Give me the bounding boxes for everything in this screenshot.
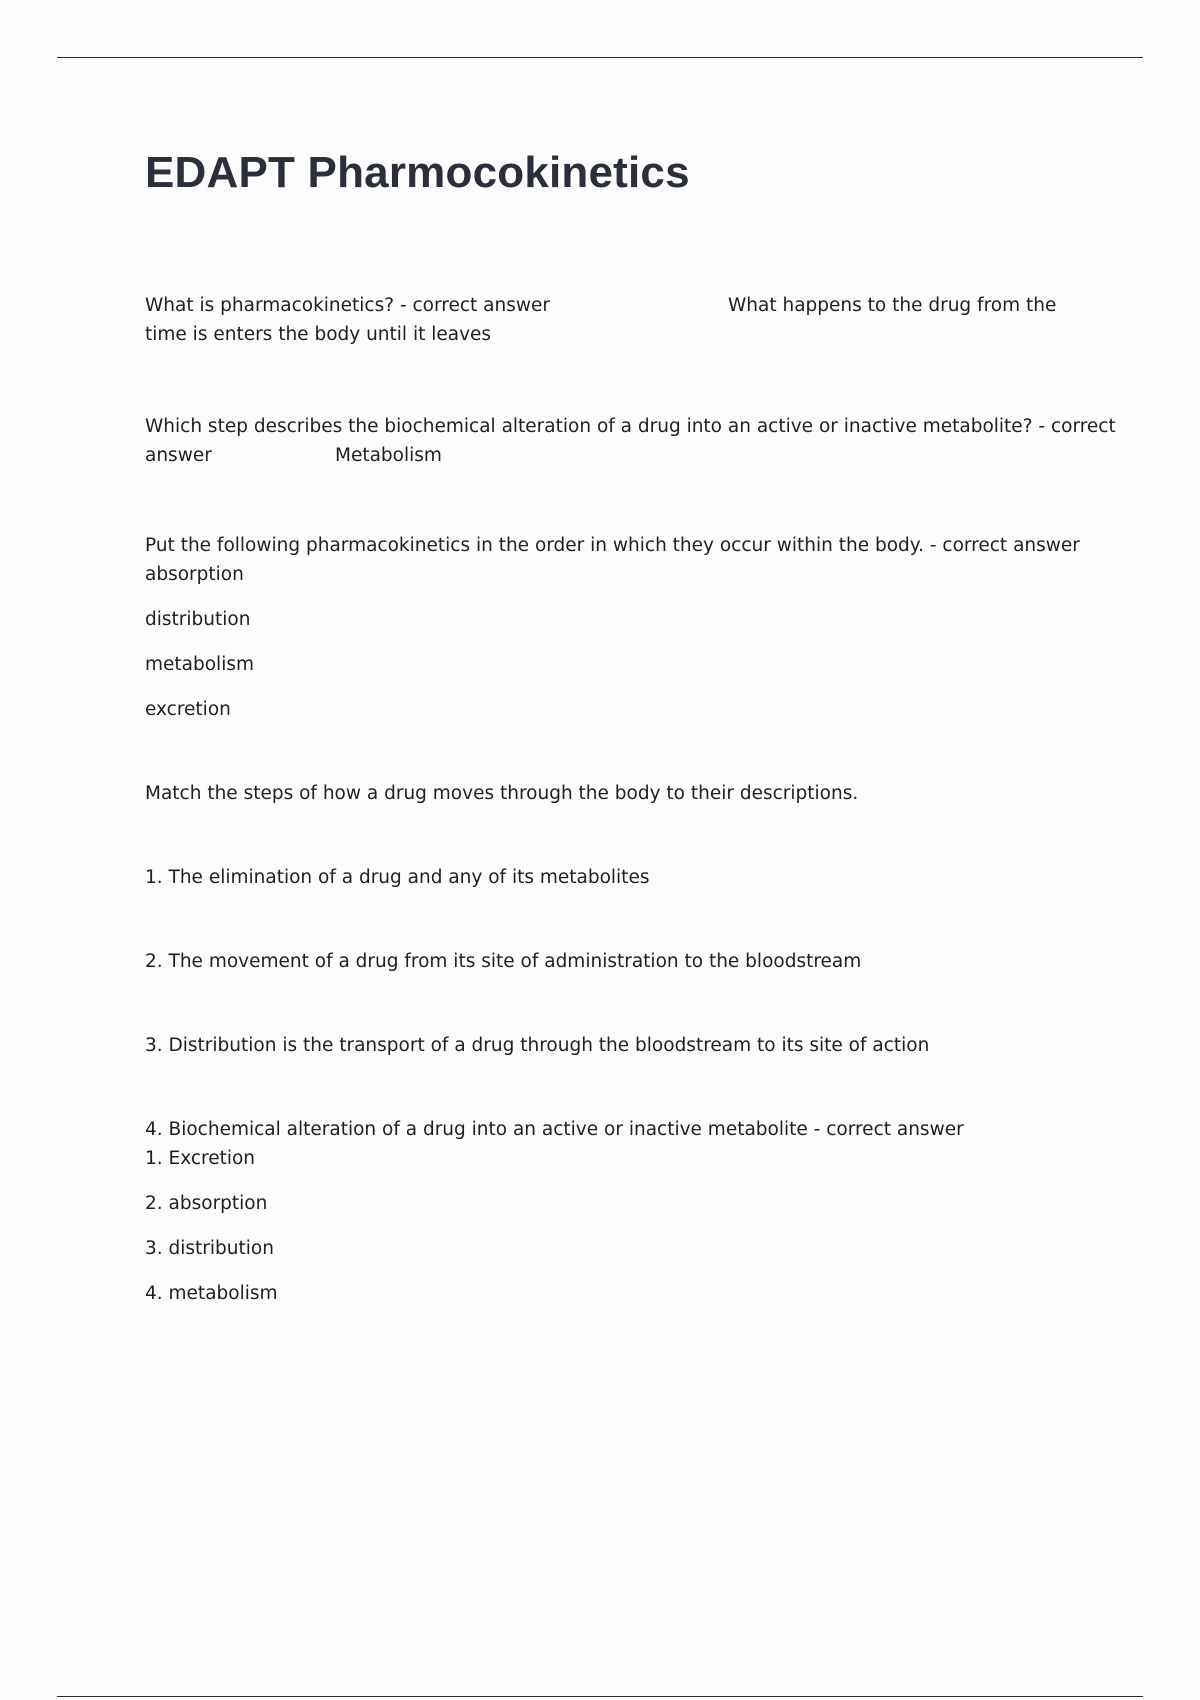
document-body [145,291,1116,1308]
question-2-line-2: answer [145,445,212,466]
qa-2-line-2 [145,441,1085,470]
match-item: 1. The elimination of a drug and any of its metabolites [145,867,650,888]
page-title: EDAPT Pharmocokinetics [145,148,690,197]
match-item: 2. The movement of a drug from its site of administration to the bloodstream [145,951,862,972]
answer-4-item: 3. distribution [145,1238,274,1259]
answer-1-line-2: time is enters the body until it leaves [145,324,492,345]
question-4: Match the steps of how a drug moves through the body to their descriptions. [145,783,859,804]
qa-1-line-1 [145,291,1085,320]
qa-block-2 [145,412,1116,470]
bottom-rule [57,1696,1143,1697]
question-2-line-1: Which step describes the biochemical alteration of a drug into an active or inactive metabolite? - correct [145,416,1116,437]
answer-3-item: absorption [145,564,244,585]
qa-block-4 [145,779,1085,1308]
question-1: What is pharmacokinetics? - correct answer [145,295,550,316]
match-item: 3. Distribution is the transport of a drug through the bloodstream to its site of action [145,1035,930,1056]
answer-3-item: metabolism [145,654,254,675]
answer-1-line-1: What happens to the drug from the [728,295,1057,316]
qa-block-3 [145,531,1085,724]
answer-3-item: excretion [145,699,231,720]
answer-3-item: distribution [145,609,251,630]
answer-2: Metabolism [335,445,442,466]
question-3: Put the following pharmacokinetics in the order in which they occur within the body. - correct answer [145,535,1080,556]
answer-4-item: 1. Excretion [145,1148,256,1169]
match-item: 4. Biochemical alteration of a drug into an active or inactive metabolite - correct answer [145,1119,964,1140]
answer-4-item: 2. absorption [145,1193,268,1214]
top-rule [57,57,1143,58]
qa-block-1 [145,291,1085,349]
answer-4-item: 4. metabolism [145,1283,278,1304]
